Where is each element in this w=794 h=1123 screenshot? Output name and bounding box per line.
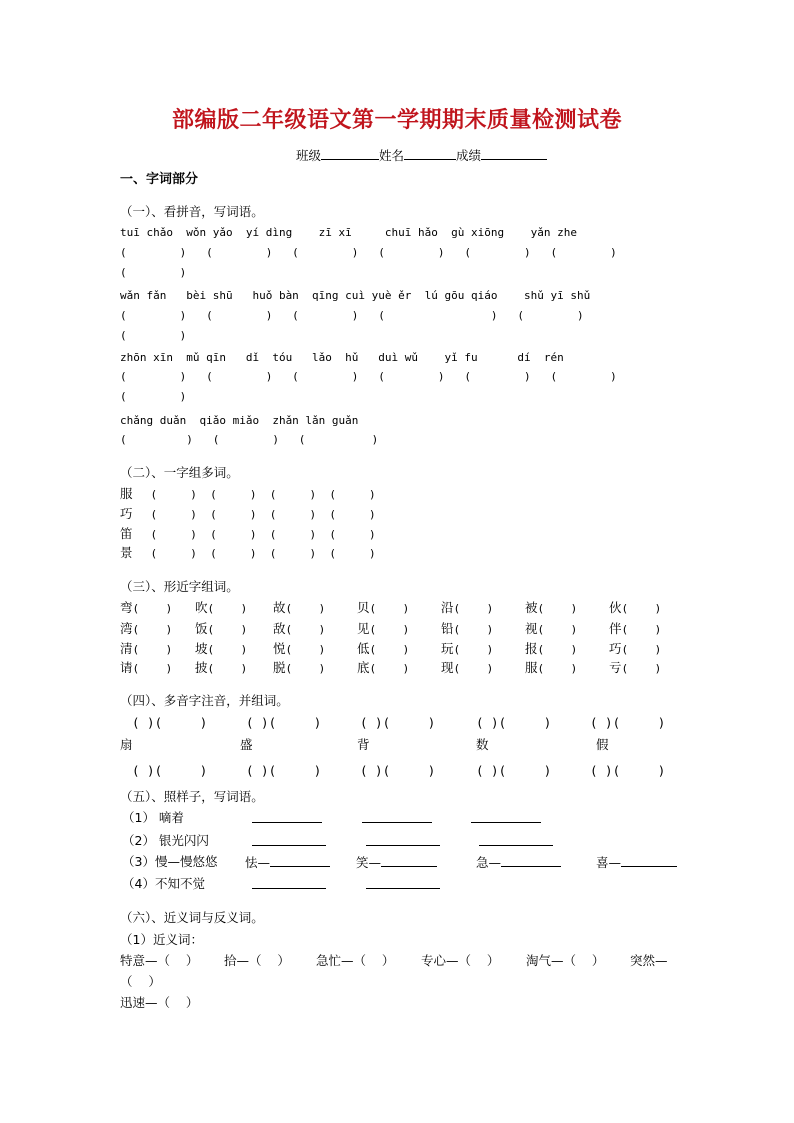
q6-subheading: （1）近义词： xyxy=(120,932,203,947)
answer-parens: ( ) xyxy=(120,390,187,403)
q1-heading: （一）、看拼音，写词语。 xyxy=(120,204,264,219)
answer-parens: ( ) xyxy=(621,662,662,675)
answer-parens: ( ) xyxy=(132,662,173,675)
answer-parens: ( ) xyxy=(369,623,410,636)
pinyin-and-word-parens: ( )( ) xyxy=(476,763,552,778)
char: 请 xyxy=(120,660,133,675)
similar-char-cell xyxy=(273,621,325,638)
pinyin-and-word-parens: ( )( ) xyxy=(476,715,552,730)
char: 脱 xyxy=(273,660,286,675)
synonym-item: 迅速—（ ） xyxy=(120,995,199,1010)
similar-char-cell xyxy=(441,660,493,677)
synonym-item: （ ） xyxy=(120,974,161,989)
answer-line xyxy=(479,833,553,846)
answer-parens: ( ) xyxy=(285,623,326,636)
word-row xyxy=(120,486,376,503)
answer-parens: ( ) xyxy=(621,643,662,656)
blanks: ( ) ( ) ( ) ( ) xyxy=(150,488,376,501)
extra-word: 喜— xyxy=(596,855,622,870)
similar-char-cell xyxy=(357,641,409,658)
answer-line xyxy=(471,810,541,823)
char: 低 xyxy=(357,641,370,656)
answer-line xyxy=(501,854,561,867)
answer-parens: ( ) xyxy=(285,602,326,615)
char: 吹 xyxy=(195,600,208,615)
answer-parens: ( ) xyxy=(132,623,173,636)
pinyin-and-word-parens: ( )( ) xyxy=(246,715,322,730)
char: 巧 xyxy=(120,506,133,521)
q3-heading: （三）、形近字组词。 xyxy=(120,579,239,594)
answer-parens: ( ) xyxy=(132,643,173,656)
answer-line xyxy=(252,876,326,889)
answer-parens: ( ) xyxy=(537,623,578,636)
char: 巧 xyxy=(609,641,622,656)
char: 笛 xyxy=(120,526,133,541)
char: 故 xyxy=(273,600,286,615)
pinyin-row: zhōn xīn mǔ qīn dǐ tóu lǎo hǔ duì wǔ yǐ fu dí rén xyxy=(120,351,564,364)
similar-char-cell xyxy=(120,621,172,638)
blanks: ( ) ( ) ( ) ( ) xyxy=(150,508,376,521)
answer-parens: ( ) xyxy=(453,602,494,615)
char: 弯 xyxy=(120,600,133,615)
char: 底 xyxy=(357,660,370,675)
answer-parens: ( ) ( ) ( ) ( ) ( ) ( ) xyxy=(120,370,617,383)
score-label: 成绩 xyxy=(456,148,482,163)
q5-item: （1） 嘀着 xyxy=(122,810,184,825)
q5-item: （2） 银光闪闪 xyxy=(122,833,209,848)
answer-parens: ( ) xyxy=(132,602,173,615)
pinyin-row: chǎng duǎn qiǎo miǎo zhǎn lǎn guǎn xyxy=(120,414,359,427)
answer-parens: ( ) ( ) ( ) ( ) ( ) xyxy=(120,309,584,322)
synonym-item: 专心—（ ） xyxy=(421,953,500,968)
answer-parens: ( ) xyxy=(369,643,410,656)
char: 披 xyxy=(195,660,208,675)
section-heading: 一、字词部分 xyxy=(120,172,199,187)
char: 景 xyxy=(120,545,133,560)
answer-parens: ( ) xyxy=(537,602,578,615)
answer-parens: ( ) xyxy=(207,623,248,636)
blanks: ( ) ( ) ( ) ( ) xyxy=(150,528,376,541)
char: 视 xyxy=(525,621,538,636)
char: 服 xyxy=(525,660,538,675)
char: 玩 xyxy=(441,641,454,656)
class-label: 班级 xyxy=(296,148,322,163)
q2-heading: （二）、一字组多词。 xyxy=(120,465,239,480)
answer-line xyxy=(252,810,322,823)
answer-line xyxy=(362,810,432,823)
answer-parens: ( ) xyxy=(537,662,578,675)
synonym-item: 淘气—（ ） xyxy=(526,953,605,968)
answer-parens: ( ) xyxy=(285,643,326,656)
similar-char-cell xyxy=(120,641,172,658)
similar-char-cell xyxy=(357,621,409,638)
answer-line xyxy=(621,854,677,867)
similar-char-cell xyxy=(120,600,172,617)
similar-char-cell xyxy=(525,600,577,617)
answer-parens: ( ) xyxy=(453,662,494,675)
answer-parens: ( ) xyxy=(369,602,410,615)
answer-parens: ( ) xyxy=(369,662,410,675)
char: 服 xyxy=(120,486,133,501)
answer-parens: ( ) xyxy=(453,623,494,636)
synonym-item: 急忙—（ ） xyxy=(316,953,395,968)
char: 见 xyxy=(357,621,370,636)
pinyin-row: wǎn fǎn bèi shū huǒ bàn qīng cuì yuè ěr lú gōu qiáo shǔ yī shǔ xyxy=(120,289,591,302)
similar-char-cell xyxy=(525,660,577,677)
extra-word: 怯— xyxy=(245,855,271,870)
similar-char-cell xyxy=(357,660,409,677)
polyphone-char: 假 xyxy=(596,737,609,752)
answer-parens: ( ) ( ) ( ) ( ) ( ) ( ) xyxy=(120,246,617,259)
similar-char-cell xyxy=(609,600,661,617)
char: 铅 xyxy=(441,621,454,636)
q5-extra xyxy=(356,854,437,871)
answer-line xyxy=(366,876,440,889)
char: 沿 xyxy=(441,600,454,615)
answer-parens: ( ) xyxy=(207,602,248,615)
answer-line xyxy=(366,833,440,846)
char: 被 xyxy=(525,600,538,615)
similar-char-cell xyxy=(195,600,247,617)
char: 湾 xyxy=(120,621,133,636)
similar-char-cell xyxy=(195,641,247,658)
pinyin-and-word-parens: ( )( ) xyxy=(590,715,666,730)
char: 坡 xyxy=(195,641,208,656)
answer-parens: ( ) ( ) ( ) xyxy=(120,433,379,446)
similar-char-cell xyxy=(273,660,325,677)
pinyin-row: tuī chǎo wǒn yǎo yí dìng zī xī chuī hǎo gù xiōng yǎn zhe xyxy=(120,226,577,239)
word-row xyxy=(120,545,376,562)
char: 贝 xyxy=(357,600,370,615)
q5-item: （3）慢—慢悠悠 xyxy=(122,854,218,869)
word-row xyxy=(120,526,376,543)
answer-parens: ( ) xyxy=(537,643,578,656)
answer-parens: ( ) xyxy=(120,329,187,342)
char: 饭 xyxy=(195,621,208,636)
score-blank xyxy=(481,147,547,160)
similar-char-cell xyxy=(525,621,577,638)
answer-line xyxy=(381,854,437,867)
char: 敌 xyxy=(273,621,286,636)
char: 现 xyxy=(441,660,454,675)
synonym-item: 拾—（ ） xyxy=(224,953,290,968)
answer-line xyxy=(270,854,330,867)
answer-parens: ( ) xyxy=(207,643,248,656)
q5-blanks xyxy=(252,810,541,827)
answer-parens: ( ) xyxy=(621,623,662,636)
word-row xyxy=(120,506,376,523)
similar-char-cell xyxy=(273,600,325,617)
char: 伙 xyxy=(609,600,622,615)
name-label: 姓名 xyxy=(379,148,405,163)
similar-char-cell xyxy=(195,660,247,677)
similar-char-cell xyxy=(441,600,493,617)
blanks: ( ) ( ) ( ) ( ) xyxy=(150,547,376,560)
similar-char-cell xyxy=(357,600,409,617)
answer-parens: ( ) xyxy=(207,662,248,675)
extra-word: 笑— xyxy=(356,855,382,870)
polyphone-char: 扇 xyxy=(120,737,133,752)
synonym-item: 突然— xyxy=(630,953,668,968)
polyphone-char: 背 xyxy=(357,737,370,752)
similar-char-cell xyxy=(525,641,577,658)
answer-line xyxy=(252,833,326,846)
answer-parens: ( ) xyxy=(453,643,494,656)
pinyin-and-word-parens: ( )( ) xyxy=(360,715,436,730)
similar-char-cell xyxy=(441,641,493,658)
similar-char-cell xyxy=(609,660,661,677)
polyphone-char: 数 xyxy=(476,737,489,752)
q5-extra xyxy=(596,854,677,871)
polyphone-char: 盛 xyxy=(240,737,253,752)
class-blank xyxy=(321,147,379,160)
similar-char-cell xyxy=(609,621,661,638)
q5-extra xyxy=(245,854,330,871)
extra-word: 急— xyxy=(476,855,502,870)
q5-item: （4）不知不觉 xyxy=(122,876,205,891)
similar-char-cell xyxy=(120,660,172,677)
similar-char-cell xyxy=(609,641,661,658)
similar-char-cell xyxy=(441,621,493,638)
answer-parens: ( ) xyxy=(120,266,187,279)
q5-blanks xyxy=(252,833,553,850)
q4-heading: （四）、多音字注音，并组词。 xyxy=(120,693,289,708)
q5-extra xyxy=(476,854,561,871)
char: 悦 xyxy=(273,641,286,656)
char: 报 xyxy=(525,641,538,656)
name-blank xyxy=(404,147,456,160)
page-title: 部编版二年级语文第一学期期末质量检测试卷 xyxy=(171,107,622,133)
q6-heading: （六）、近义词与反义词。 xyxy=(120,910,264,925)
pinyin-and-word-parens: ( )( ) xyxy=(590,763,666,778)
q5-blanks xyxy=(252,876,440,893)
similar-char-cell xyxy=(195,621,247,638)
pinyin-and-word-parens: ( )( ) xyxy=(360,763,436,778)
student-info-line xyxy=(296,146,547,164)
char: 伴 xyxy=(609,621,622,636)
char: 亏 xyxy=(609,660,622,675)
pinyin-and-word-parens: ( )( ) xyxy=(132,715,208,730)
pinyin-and-word-parens: ( )( ) xyxy=(132,763,208,778)
answer-parens: ( ) xyxy=(285,662,326,675)
synonym-item: 特意—（ ） xyxy=(120,953,199,968)
similar-char-cell xyxy=(273,641,325,658)
q5-heading: （五）、照样子，写词语。 xyxy=(120,789,264,804)
answer-parens: ( ) xyxy=(621,602,662,615)
char: 清 xyxy=(120,641,133,656)
pinyin-and-word-parens: ( )( ) xyxy=(246,763,322,778)
